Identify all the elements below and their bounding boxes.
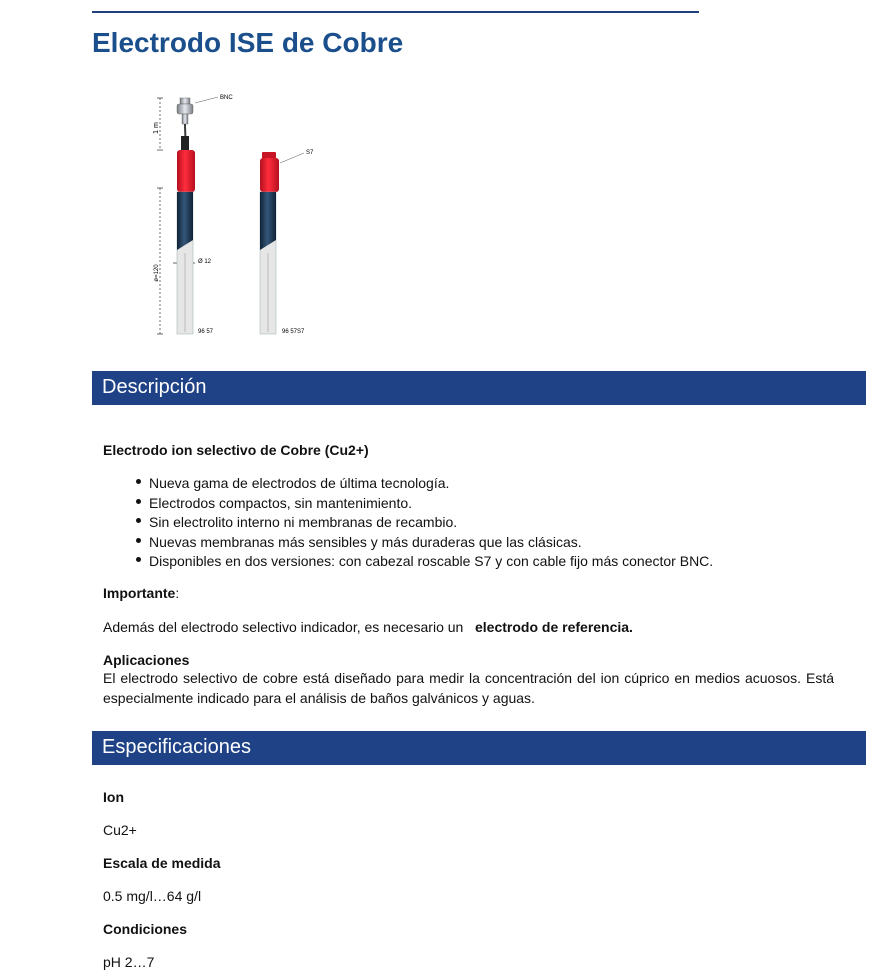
s7-label: S7 (306, 150, 314, 156)
spec-value-ion: Cu2+ (103, 822, 137, 838)
top-rule (92, 11, 699, 13)
list-item: Nueva gama de electrodos de última tecnología. (131, 474, 713, 494)
list-item: Sin electrolito interno ni membranas de recambio. (131, 513, 713, 533)
section-header-descripcion: Descripción (92, 371, 866, 405)
description-subtitle: Electrodo ion selectivo de Cobre (Cu2+) (103, 442, 369, 458)
reference-electrode-link[interactable]: electrodo de referencia. (475, 619, 633, 635)
diameter-label: Ø 12 (198, 259, 212, 265)
spec-label-ion: Ion (103, 789, 124, 805)
page-title: Electrodo ISE de Cobre (92, 27, 404, 58)
electrode-diagram (130, 88, 330, 344)
importante-line (103, 585, 179, 601)
body-length-label: ø=120 (154, 264, 160, 282)
section-header-especificaciones: Especificaciones (92, 731, 866, 765)
aplicaciones-heading: Aplicaciones (103, 652, 190, 668)
list-item: Disponibles en dos versiones: con cabezal roscable S7 y con cable fijo más conector BNC. (131, 552, 713, 572)
importante-label: Importante (103, 585, 176, 601)
reference-note-text: Además del electrodo selectivo indicador, es necesario un (103, 619, 464, 635)
spec-label-condiciones: Condiciones (103, 921, 188, 937)
list-item: Nuevas membranas más sensibles y más duraderas que las clásicas. (131, 533, 713, 553)
reference-note (103, 619, 633, 635)
spec-value-escala: 0.5 mg/l…64 g/l (103, 888, 202, 904)
model-b-label: 96 57S7 (282, 329, 305, 335)
aplicaciones-text: El electrodo selectivo de cobre está diseñado para medir la concentración del ion cúprico en medios acuosos. Está especialmente indicado para el análisis de baños galvánicos y aguas. (103, 670, 834, 706)
cable-length-label: 1 m (153, 122, 160, 134)
model-a-label: 96 57 (198, 329, 214, 335)
electrode-bnc (177, 98, 195, 334)
spec-label-escala: Escala de medida (103, 855, 221, 871)
importante-colon: : (175, 585, 180, 601)
spec-value-condiciones: pH 2…7 (103, 954, 155, 970)
list-item: Electrodos compactos, sin mantenimiento. (131, 494, 713, 514)
electrode-s7 (260, 152, 279, 334)
feature-list (131, 474, 713, 572)
bnc-label: BNC (220, 95, 233, 101)
